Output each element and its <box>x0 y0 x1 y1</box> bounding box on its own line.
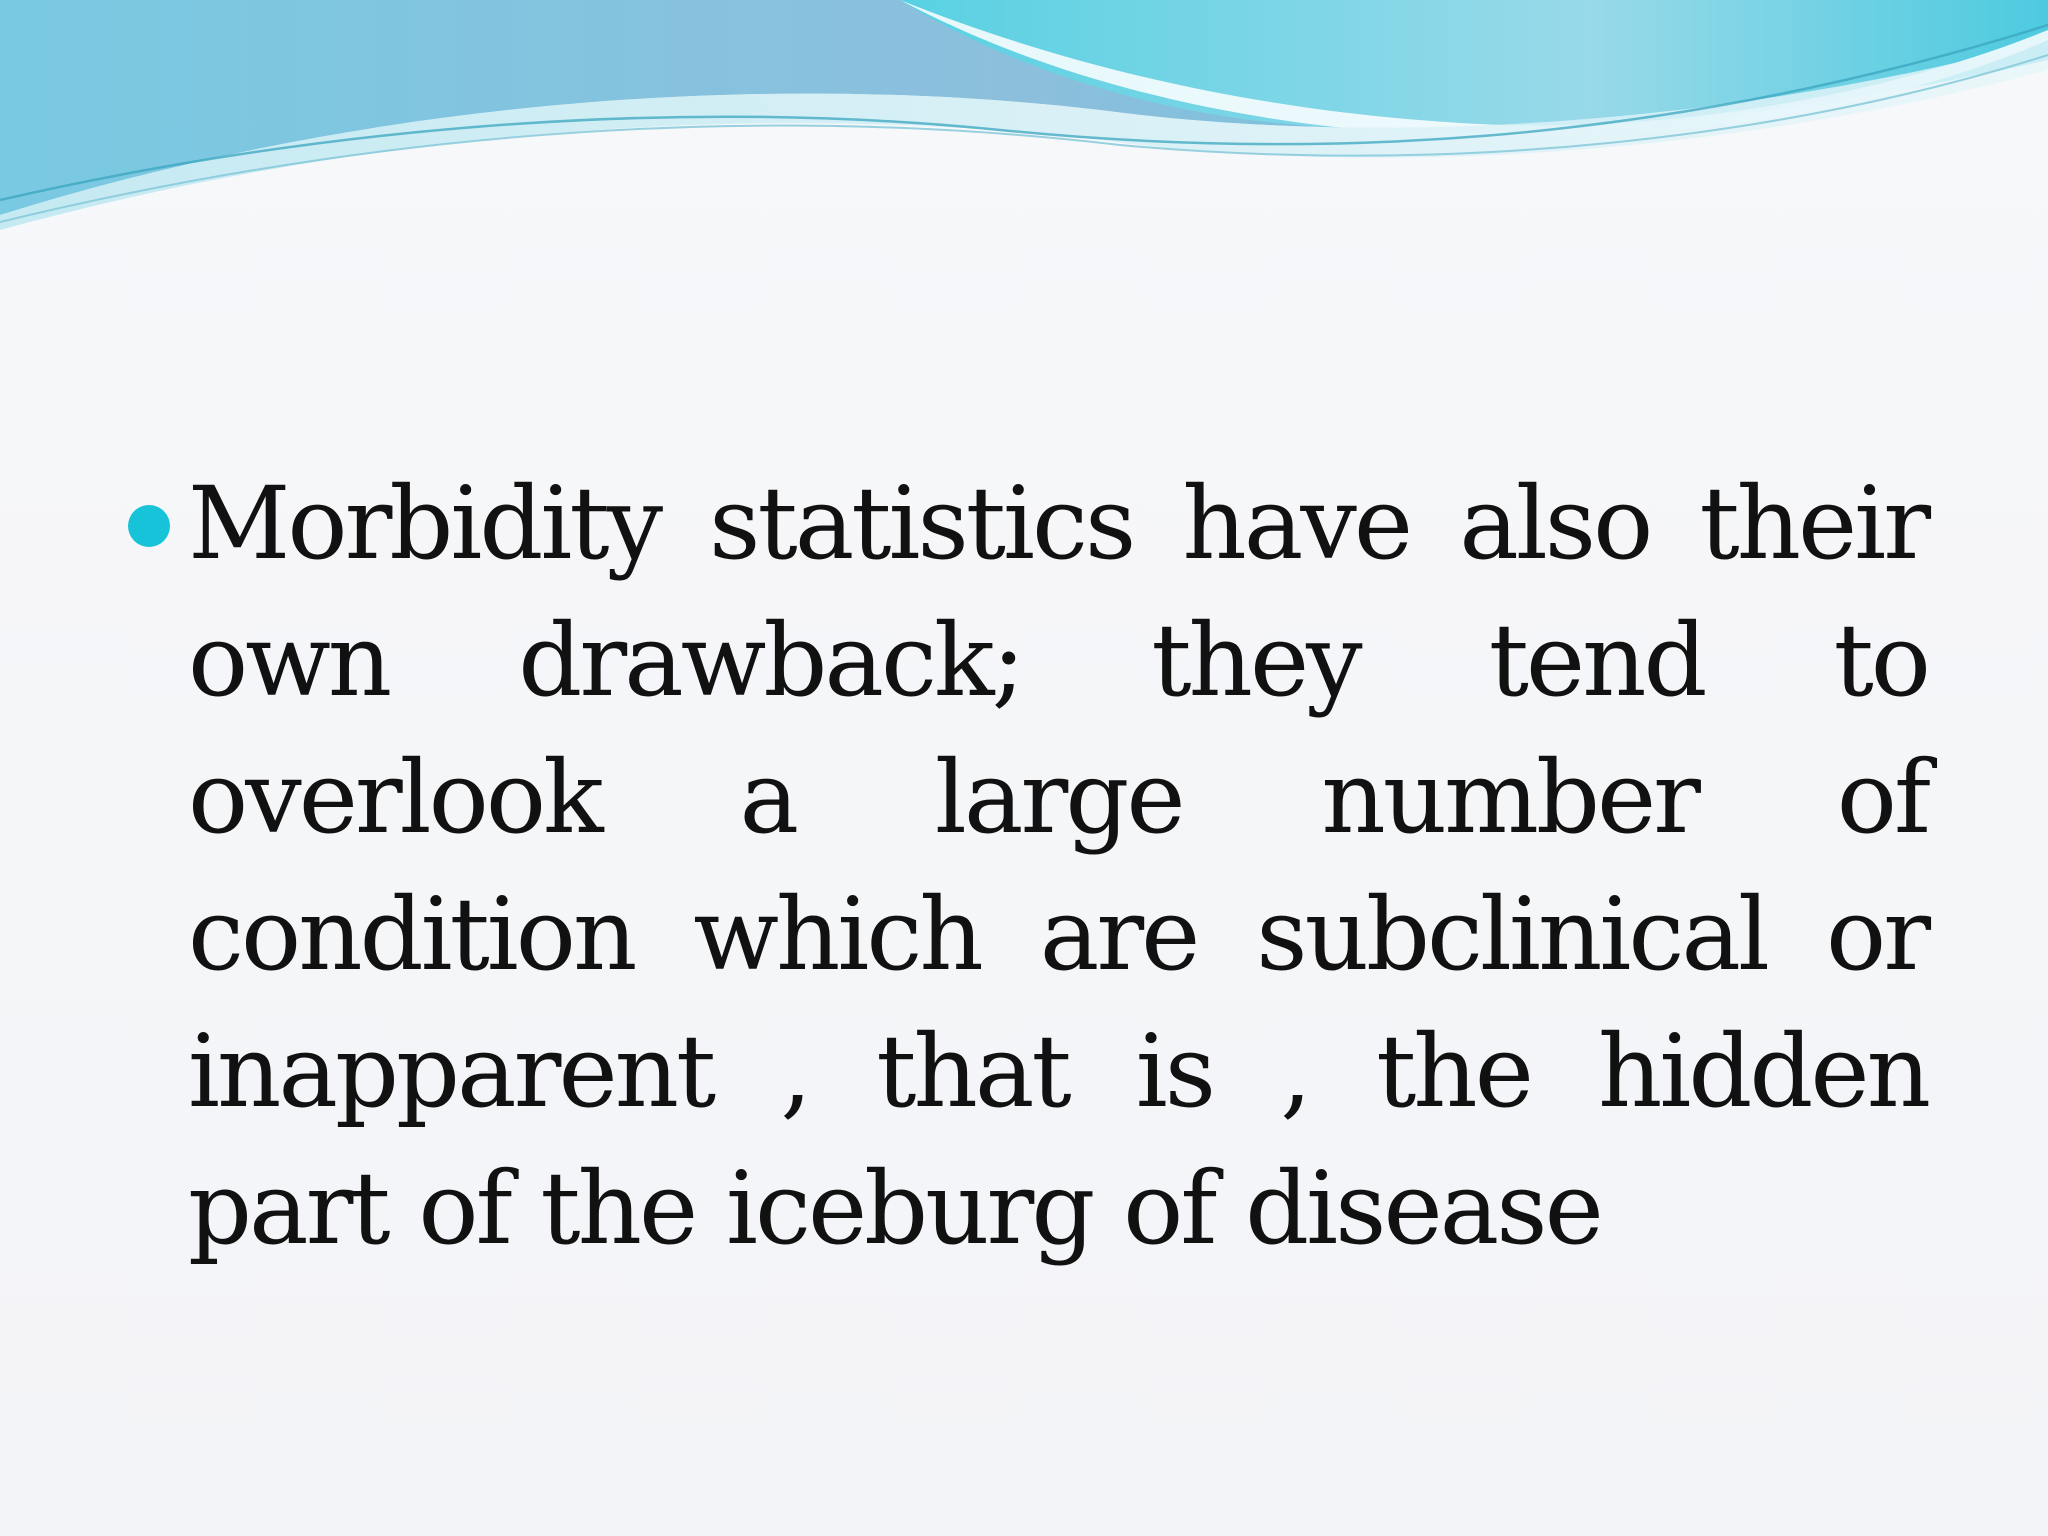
bullet-item <box>128 455 1928 1277</box>
bullet-dot-icon <box>128 505 170 547</box>
bullet-text: Morbidity statistics have also their own drawback; they tend to overlook a large number of condition which are subclinical or inapparent , that is , the hidden part of the iceburg of disease <box>188 465 1928 1267</box>
header-wave-decoration <box>0 0 2048 240</box>
slide-content <box>128 455 1928 1277</box>
